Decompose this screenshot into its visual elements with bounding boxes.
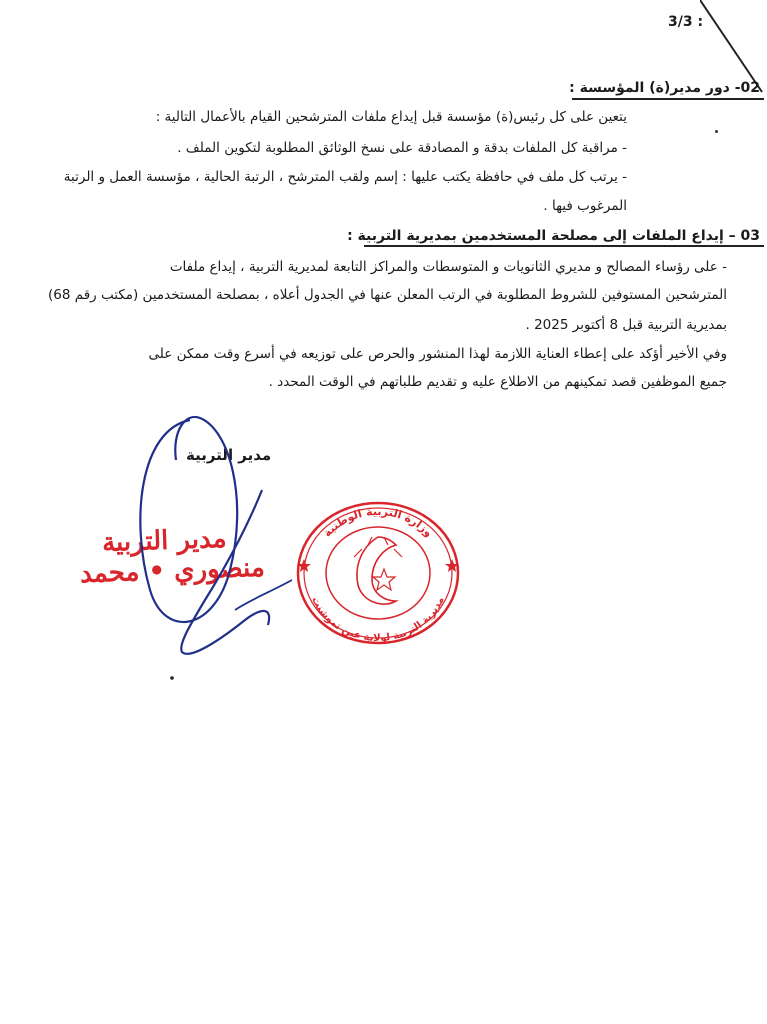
section-03-line-1: - على رؤساء المصالح و مديري الثانويات و المتوسطات والمراكز التابعة لمديرية التربية ، إيداع ملفات — [169, 259, 727, 275]
closing-line-1: وفي الأخير أؤكد على إعطاء العناية اللازمة لهذا المنشور والحرص على توزيعه في أسرع وقت ممكن على — [148, 346, 727, 362]
name-stamp-line-2: منصوري • محمد — [79, 552, 266, 590]
section-02-item-2-line-1: - يرتب كل ملف في حافظة يكتب عليها : إسم ولقب المترشح ، الرتبة الحالية ، مؤسسة العمل و الرتبة — [63, 169, 627, 185]
seal-bottom-text: مديرية التربية لولاية عين تموشنت — [309, 595, 447, 645]
section-02-item-1: - مراقبة كل الملفات بدقة و المصادقة على نسخ الوثائق المطلوبة لتكوين الملف . — [177, 140, 627, 156]
seal-outer-text: وزارة التربية الوطنية — [320, 504, 436, 540]
page-number: 3/3 : — [668, 14, 704, 30]
section-02-underline — [572, 98, 764, 100]
closing-line-2: جميع الموظفين قصد تمكينهم من الاطلاع عليه و تقديم طلباتهم في الوقت المحدد . — [268, 374, 727, 390]
svg-text:وزارة التربية الوطنية — [321, 505, 436, 540]
bullet-dot — [715, 130, 718, 133]
section-03-underline — [364, 245, 764, 247]
section-02-item-2-line-2: المرغوب فيها . — [543, 198, 627, 214]
section-03-line-2: المترشحين المستوفين للشروط المطلوبة في الرتب المعلن عنها في الجدول أعلاه ، بمصلحة المستخدمين (مكتب رقم 68) — [47, 287, 727, 303]
section-02-heading: 02- دور مدير(ة) المؤسسة : — [569, 80, 760, 96]
section-03-heading: 03 – إيداع الملفات إلى مصلحة المستخدمين بمديرية التربية : — [347, 228, 760, 244]
official-seal — [292, 497, 462, 647]
section-02-intro: يتعين على كل رئيس(ة) مؤسسة قبل إيداع ملفات المترشحين القيام بالأعمال التالية : — [155, 109, 627, 125]
section-03-line-3: بمديرية التربية قبل 8 أكتوبر 2025 . — [525, 317, 727, 333]
director-title: مدير التربية — [186, 446, 272, 464]
name-stamp-line-1: مدير التربية — [101, 523, 228, 559]
